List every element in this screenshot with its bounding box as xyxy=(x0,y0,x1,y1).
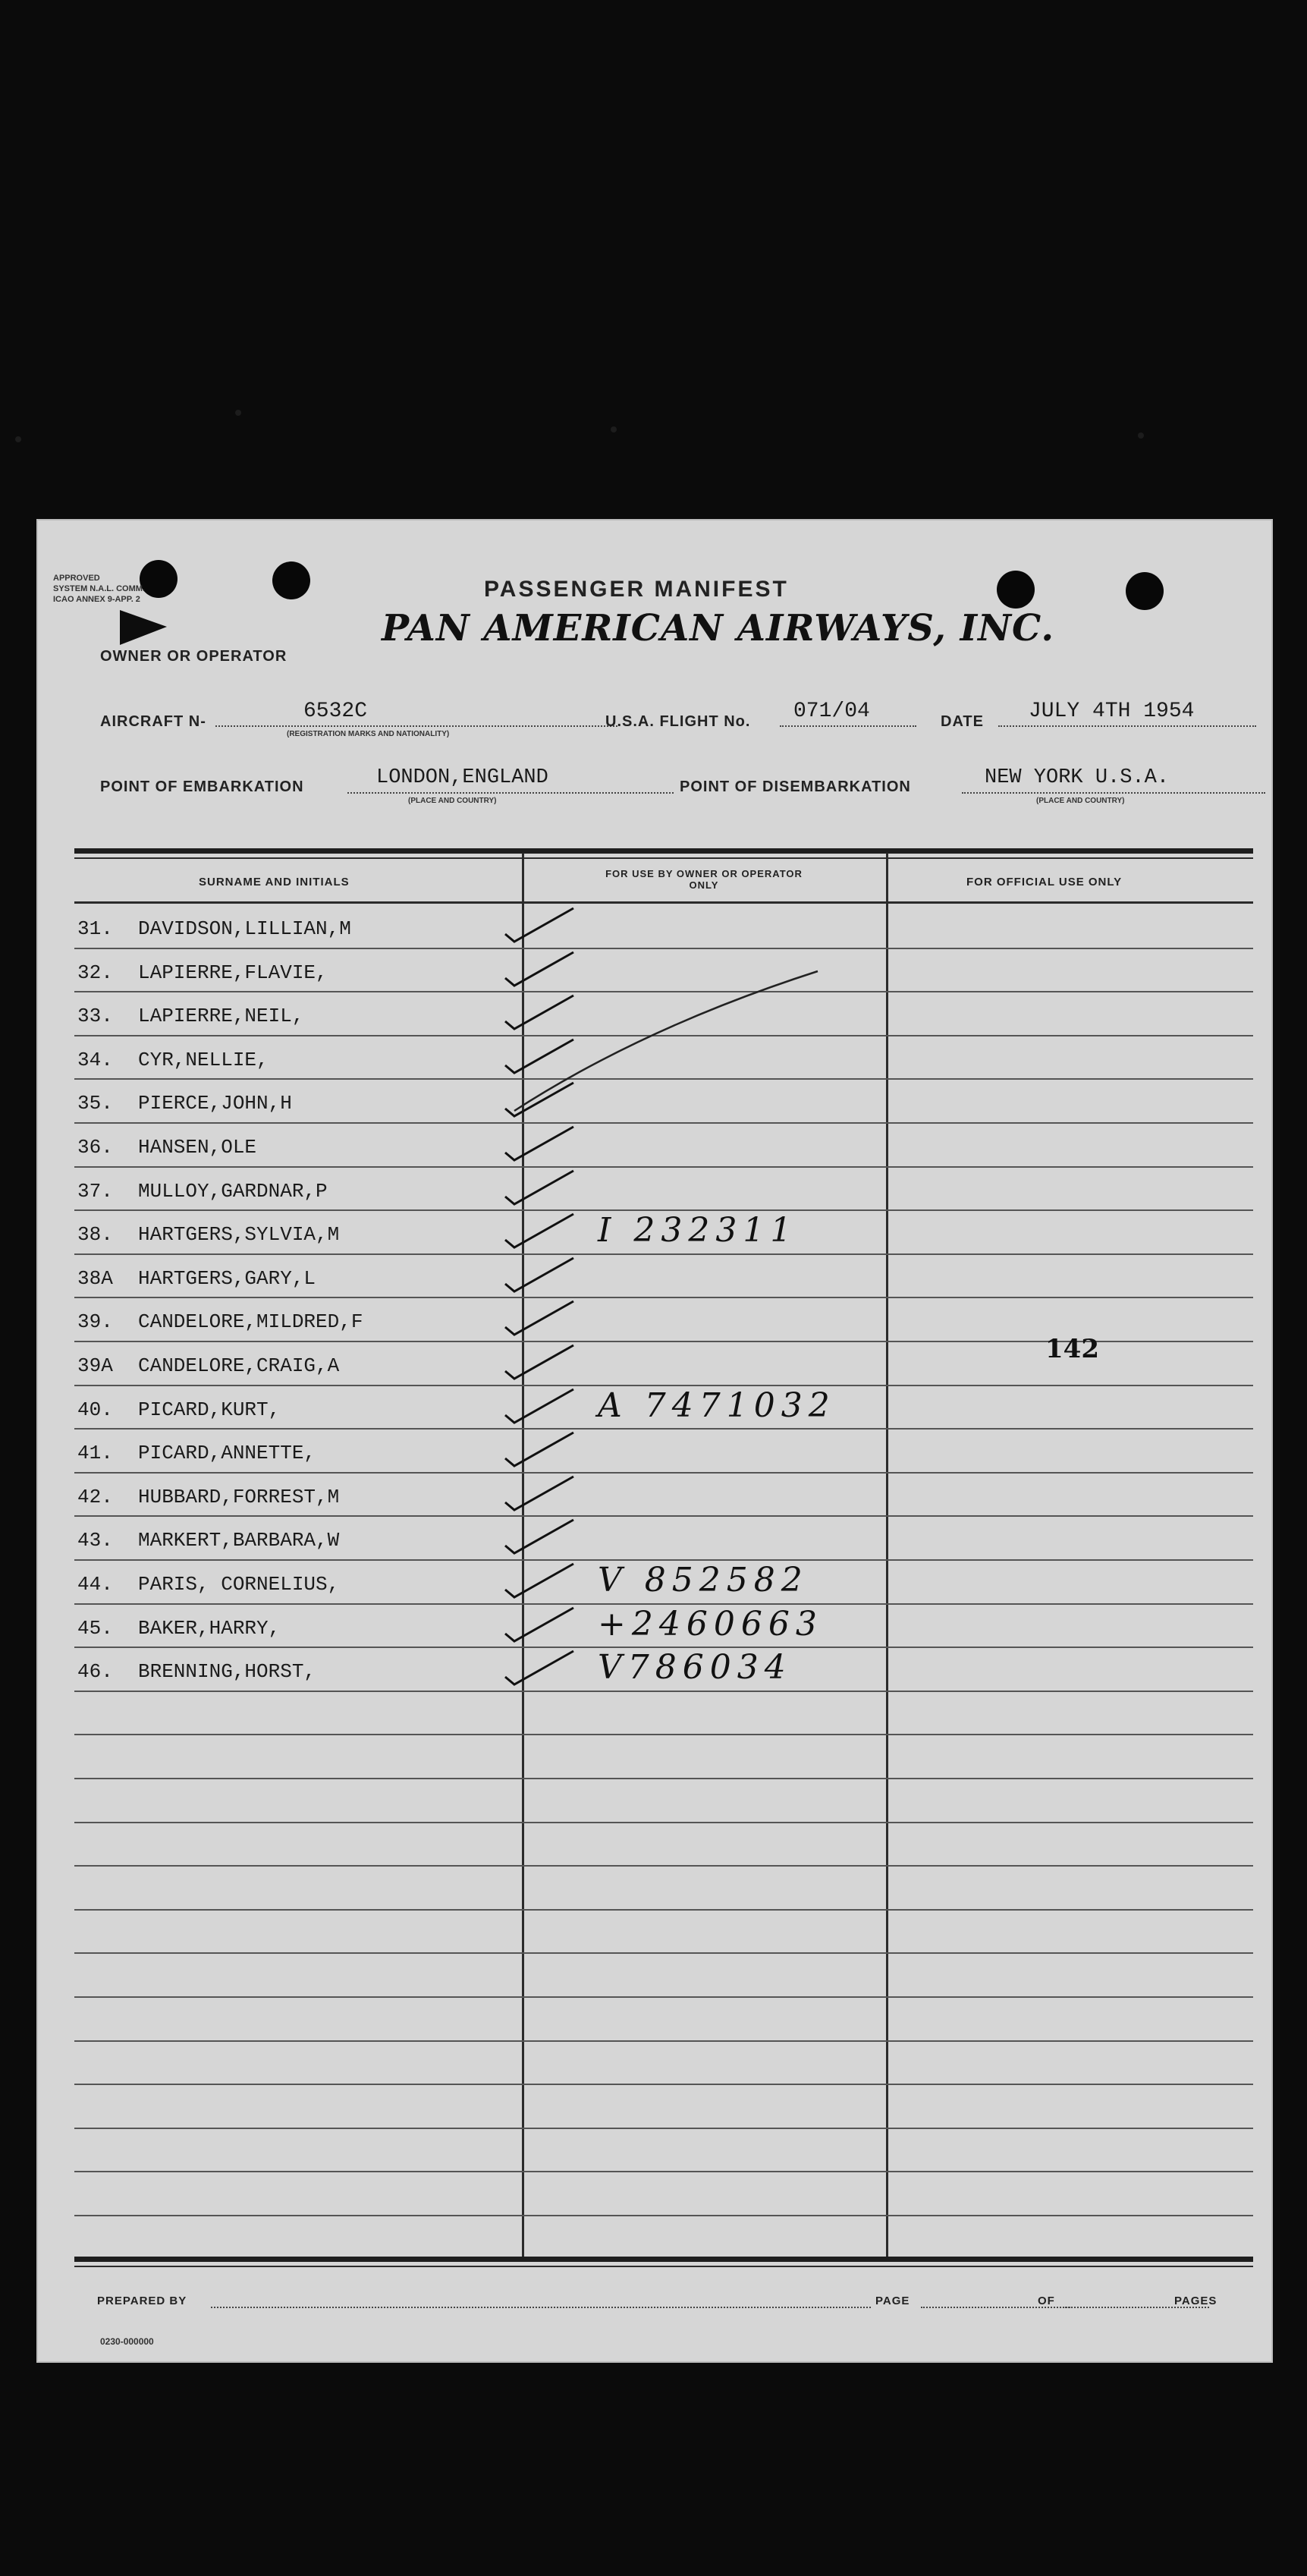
check-mark-icon xyxy=(501,1341,584,1386)
row-rule xyxy=(74,1909,1253,1911)
check-mark-icon xyxy=(501,1385,584,1430)
passenger-number: 46. xyxy=(77,1660,113,1684)
date-underline xyxy=(998,725,1256,727)
disembark-value: NEW YORK U.S.A. xyxy=(985,766,1170,789)
handwritten-document-number: A 7471032 xyxy=(598,1386,836,1425)
row-rule xyxy=(74,1166,1253,1168)
embark-value: LONDON,ENGLAND xyxy=(376,766,548,789)
official-stamp-number: 142 xyxy=(1045,1334,1099,1364)
punch-hole xyxy=(140,560,178,598)
pages-label: PAGES xyxy=(1174,2294,1217,2307)
check-mark-icon xyxy=(501,1209,584,1255)
row-rule xyxy=(74,2040,1253,2042)
aircraft-value: 6532C xyxy=(303,700,368,723)
prepared-by-label: PREPARED BY xyxy=(97,2294,187,2307)
row-rule xyxy=(74,1996,1253,1998)
passenger-name: HARTGERS,GARY,L xyxy=(138,1266,316,1290)
handwritten-document-number: V786034 xyxy=(598,1648,792,1687)
passenger-name: MARKERT,BARBARA,W xyxy=(138,1529,340,1552)
handwritten-document-number: V 852582 xyxy=(598,1561,809,1599)
of-label: OF xyxy=(1038,2294,1055,2307)
row-rule xyxy=(74,1778,1253,1779)
check-mark-icon xyxy=(501,1559,584,1605)
passenger-number: 38A xyxy=(77,1266,113,1290)
row-rule xyxy=(74,1472,1253,1474)
check-mark-icon xyxy=(501,1297,584,1342)
embark-note: (PLACE AND COUNTRY) xyxy=(408,797,497,805)
passenger-name: LAPIERRE,NEIL, xyxy=(138,1005,304,1028)
check-mark-icon xyxy=(501,1647,584,1692)
passenger-name: HARTGERS,SYLVIA,M xyxy=(138,1223,340,1247)
disembark-label: POINT OF DISEMBARKATION xyxy=(680,778,911,795)
approval-line: ICAO ANNEX 9-APP. 2 xyxy=(53,595,140,604)
background-speck xyxy=(611,426,617,432)
diagonal-pen-stroke xyxy=(507,967,825,1118)
prepared-by-line xyxy=(211,2307,871,2308)
passenger-manifest-sheet xyxy=(36,519,1273,2363)
row-rule xyxy=(74,1952,1253,1954)
row-rule xyxy=(74,1865,1253,1867)
table-bottom-rule xyxy=(74,2257,1253,2262)
column-divider xyxy=(886,853,888,2258)
passenger-name: PICARD,ANNETTE, xyxy=(138,1442,316,1465)
approval-line: SYSTEM N.A.L. COMM. xyxy=(53,584,145,593)
check-mark-icon xyxy=(501,1166,584,1212)
passenger-name: PARIS, CORNELIUS, xyxy=(138,1573,340,1596)
row-rule xyxy=(74,1734,1253,1735)
check-mark-icon xyxy=(501,904,584,949)
background-speck xyxy=(1138,432,1144,439)
passenger-name: CANDELORE,CRAIG,A xyxy=(138,1354,340,1377)
passenger-number: 39A xyxy=(77,1354,113,1377)
passenger-number: 34. xyxy=(77,1048,113,1071)
row-rule xyxy=(74,1122,1253,1124)
table-top-rule-thin xyxy=(74,857,1253,859)
col-header-official: FOR OFFICIAL USE ONLY xyxy=(966,876,1123,889)
row-rule xyxy=(74,2215,1253,2216)
date-value: JULY 4TH 1954 xyxy=(1029,700,1195,723)
passenger-number: 40. xyxy=(77,1398,113,1421)
passenger-number: 38. xyxy=(77,1223,113,1247)
passenger-number: 33. xyxy=(77,1005,113,1028)
passenger-number: 36. xyxy=(77,1136,113,1159)
row-rule xyxy=(74,1297,1253,1298)
row-rule xyxy=(74,1253,1253,1255)
handwritten-document-number: I 232311 xyxy=(598,1211,798,1250)
passenger-name: PICARD,KURT, xyxy=(138,1398,281,1421)
punch-hole xyxy=(1126,572,1164,610)
passenger-name: CANDELORE,MILDRED,F xyxy=(138,1310,363,1334)
check-mark-icon xyxy=(501,1253,584,1299)
passenger-number: 45. xyxy=(77,1616,113,1640)
aircraft-underline xyxy=(215,725,617,727)
check-mark-icon xyxy=(501,1515,584,1561)
flight-label: U.S.A. FLIGHT No. xyxy=(605,713,751,730)
table-bottom-rule-thin xyxy=(74,2266,1253,2267)
row-rule xyxy=(74,1428,1253,1430)
passenger-name: MULLOY,GARDNAR,P xyxy=(138,1179,328,1203)
owner-arrow-icon xyxy=(120,610,167,645)
col-header-owner: FOR USE BY OWNER OR OPERATOR ONLY xyxy=(605,868,803,891)
form-title: PASSENGER MANIFEST xyxy=(484,577,789,602)
row-rule xyxy=(74,2171,1253,2172)
flight-underline xyxy=(780,725,916,727)
embark-label: POINT OF EMBARKATION xyxy=(100,778,304,795)
disembark-note: (PLACE AND COUNTRY) xyxy=(1036,797,1125,805)
passenger-name: BRENNING,HORST, xyxy=(138,1660,316,1684)
check-mark-icon xyxy=(501,1428,584,1474)
passenger-number: 42. xyxy=(77,1485,113,1508)
passenger-number: 39. xyxy=(77,1310,113,1334)
embark-underline xyxy=(347,792,674,794)
passenger-name: LAPIERRE,FLAVIE, xyxy=(138,961,328,984)
row-rule xyxy=(74,948,1253,949)
flight-value: 071/04 xyxy=(793,700,870,723)
airline-name: PAN AMERICAN AIRWAYS, INC. xyxy=(382,607,1055,650)
passenger-name: HUBBARD,FORREST,M xyxy=(138,1485,340,1508)
passenger-number: 32. xyxy=(77,961,113,984)
table-top-rule xyxy=(74,848,1253,854)
check-mark-icon xyxy=(501,1122,584,1168)
owner-label: OWNER OR OPERATOR xyxy=(100,648,287,665)
row-rule xyxy=(74,1515,1253,1517)
row-rule xyxy=(74,1691,1253,1692)
passenger-number: 31. xyxy=(77,917,113,940)
aircraft-label: AIRCRAFT N- xyxy=(100,713,206,730)
passenger-number: 41. xyxy=(77,1442,113,1465)
col-header-surname: SURNAME AND INITIALS xyxy=(199,876,350,889)
row-rule xyxy=(74,2128,1253,2129)
row-rule xyxy=(74,1822,1253,1823)
passenger-name: BAKER,HARRY, xyxy=(138,1616,281,1640)
disembark-underline xyxy=(962,792,1265,794)
date-label: DATE xyxy=(941,713,984,730)
passenger-number: 35. xyxy=(77,1092,113,1115)
passenger-number: 43. xyxy=(77,1529,113,1552)
aircraft-note: (REGISTRATION MARKS AND NATIONALITY) xyxy=(287,730,450,738)
page-label: PAGE xyxy=(875,2294,910,2307)
check-mark-icon xyxy=(501,1472,584,1518)
passenger-number: 44. xyxy=(77,1573,113,1596)
passenger-name: PIERCE,JOHN,H xyxy=(138,1092,292,1115)
header-bottom-rule xyxy=(74,901,1253,904)
form-number: 0230-000000 xyxy=(100,2336,154,2347)
background-speck xyxy=(235,410,241,416)
approval-line: APPROVED xyxy=(53,574,100,583)
background-speck xyxy=(15,436,21,442)
passenger-name: HANSEN,OLE xyxy=(138,1136,257,1159)
passenger-number: 37. xyxy=(77,1179,113,1203)
handwritten-document-number: +2460663 xyxy=(598,1604,823,1643)
punch-hole xyxy=(272,561,310,599)
passenger-name: CYR,NELLIE, xyxy=(138,1048,269,1071)
check-mark-icon xyxy=(501,1603,584,1649)
passenger-name: DAVIDSON,LILLIAN,M xyxy=(138,917,351,940)
punch-hole xyxy=(997,571,1035,609)
row-rule xyxy=(74,2084,1253,2085)
